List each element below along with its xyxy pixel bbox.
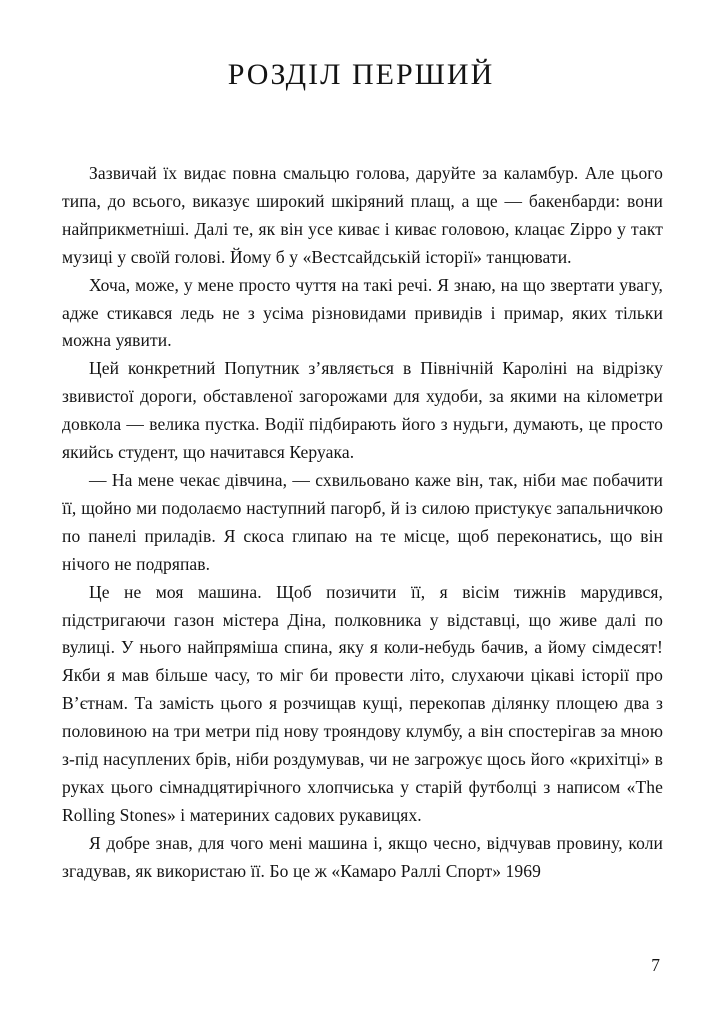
paragraph: Цей конкретний Попутник з’являється в Північній Кароліні на відрізку звивистої дороги, обставленої загорожами для худоби, за якими на кілометри довкола — велика пустка. Водії підбирають його з нудьги, думають, це просто якийсь студент, що начитався Керуака. bbox=[62, 358, 663, 463]
paragraph: — На мене чекає дівчина, — схвильовано каже він, так, ніби має побачити її, щойно ми подолаємо наступний пагорб, й із силою пристукує запальничкою по панелі приладів. Я скоса глипаю на те місце, щоб переконатись, що він нічого не подряпав. bbox=[62, 469, 663, 574]
paragraph: Хоча, може, у мене просто чуття на такі речі. Я знаю, на що звертати увагу, адже стикався ледь не з усіма різновидами привидів і примар, яких тільки можна уявити. bbox=[62, 274, 663, 351]
paragraph: Зазвичай їх видає повна смальцю голова, даруйте за каламбур. Але цього типа, до всього, виказує широкий шкіряний плащ, а ще — бакенбарди: вони найприкметніші. Далі те, як він усе киває і киває головою, клацає Zippo у такт музиці у своїй голові. Йому б у «Вестсайдській історії» танцювати. bbox=[62, 163, 663, 267]
paragraph: Це не моя машина. Щоб позичити її, я вісім тижнів марудився, підстригаючи газон містера Діна, полковника у відставці, що живе далі по вулиці. У нього найпряміша спина, яку я коли-небудь бачив, а йому сімдесят! Якби я мав більше часу, то міг би провести літо, слухаючи цікаві історії про В’єтнам. Та замість цього я розчищав кущі, перекопав ділянку площею два з половиною на три метри під нову трояндову клумбу, а він спостерігав за мною з-під насуплених брів, ніби роздумував, чи не загрожує щось його «крихітці» в руках цього сімнадцятирічного хлопчиська у старій футболці з написом «The Rolling Stones» і материних садових рукавицях. bbox=[62, 581, 663, 825]
paragraph: Я добре знав, для чого мені машина і, якщо чесно, відчував провину, коли згадував, як використаю її. Бо це ж «Камаро Раллі Спорт» 1969 bbox=[62, 832, 663, 881]
body-text bbox=[62, 160, 663, 886]
chapter-title: РОЗДІЛ ПЕРШИЙ bbox=[227, 58, 495, 91]
page-number: 7 bbox=[651, 955, 660, 975]
